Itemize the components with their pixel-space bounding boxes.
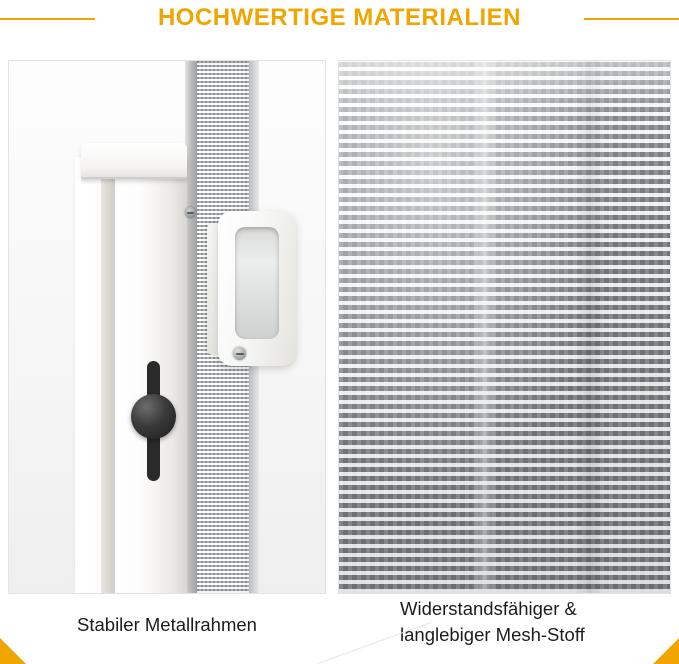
mesh-sheen-overlay [339, 61, 670, 593]
right-caption-line-2: langlebiger Mesh-Stoff [400, 624, 585, 645]
frame-top-cap-shadow [81, 177, 187, 185]
right-caption [338, 596, 671, 648]
metal-frame [75, 157, 187, 593]
mesh-fabric-closeup-photo [339, 61, 670, 593]
frame-top-cap [81, 143, 187, 179]
left-caption: Stabiler Metallrahmen [77, 614, 257, 635]
right-photo-panel [338, 60, 671, 594]
latch-lever [131, 394, 176, 439]
metal-frame-inner-edge [101, 157, 115, 593]
right-caption-line-1: Widerstandsfähiger & [400, 598, 577, 619]
handle-screw-icon [233, 347, 246, 360]
window-frame-handle-photo [9, 61, 325, 593]
screw-icon [185, 207, 196, 218]
header [0, 0, 679, 42]
left-photo-panel [8, 60, 326, 594]
page-title: HOCHWERTIGE MATERIALIEN [157, 4, 522, 31]
corner-accent-bottom-left [0, 638, 26, 664]
door-handle-grip-opening [235, 227, 279, 339]
corner-accent-bottom-right [653, 638, 679, 664]
